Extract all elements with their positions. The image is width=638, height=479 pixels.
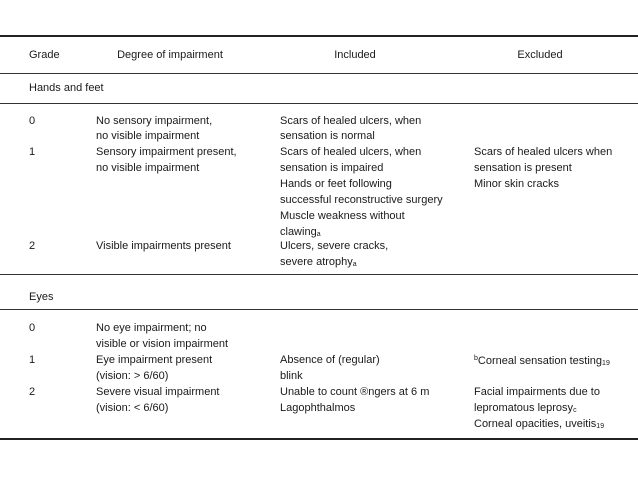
grade-cell: 1: [29, 354, 36, 366]
degree-line: No eye impairment; no: [96, 322, 207, 334]
col-header-degree: Degree of impairment: [117, 49, 223, 61]
footnote-marker: b: [474, 355, 478, 362]
excluded-line: Facial impairments due to: [474, 386, 600, 398]
excluded-text: Corneal opacities, uveitis: [474, 418, 597, 430]
degree-line: Visible impairments present: [96, 240, 231, 252]
degree-line: Eye impairment present: [96, 354, 213, 366]
included-line: Ulcers, severe cracks,: [280, 240, 389, 252]
excluded-line: Scars of healed ulcers when: [474, 146, 613, 158]
degree-line: Sensory impairment present,: [96, 146, 237, 158]
included-line: Scars of healed ulcers, when: [280, 115, 422, 127]
degree-line: visible or vision impairment: [96, 338, 229, 350]
grade-cell: 1: [29, 146, 36, 158]
degree-line: No sensory impairment,: [96, 115, 213, 127]
col-header-grade: Grade: [29, 49, 60, 61]
included-line: successful reconstructive surgery: [280, 194, 443, 206]
col-header-excluded: Excluded: [517, 49, 563, 61]
footnote-marker: a: [352, 261, 357, 268]
included-line: Lagophthalmos: [280, 402, 356, 414]
col-header-included: Included: [334, 49, 376, 61]
header-bottom-rule: [0, 73, 638, 74]
table-bottom-rule: [0, 438, 638, 440]
grade-cell: 2: [29, 386, 36, 398]
excluded-text: Corneal sensation testing: [477, 355, 603, 367]
table-top-rule: [0, 35, 638, 37]
footnote-marker: c: [573, 407, 577, 414]
section-title-hands-feet: Hands and feet: [29, 82, 104, 94]
degree-line: Severe visual impairment: [96, 386, 220, 398]
included-line: blink: [280, 370, 303, 382]
included-line: sensation is normal: [280, 130, 375, 142]
reference-marker: 19: [602, 360, 610, 367]
included-text: clawing: [280, 226, 317, 238]
included-line: Unable to count ®ngers at 6 m: [280, 386, 430, 398]
included-line: Hands or feet following: [280, 178, 392, 190]
included-line-with-note: [280, 254, 357, 273]
excluded-line: sensation is present: [474, 162, 572, 174]
included-line: Absence of (regular): [280, 354, 380, 366]
grade-cell: 0: [29, 115, 36, 127]
grade-cell: 0: [29, 322, 36, 334]
reference-marker: 19: [596, 423, 605, 430]
degree-line: (vision: > 6/60): [96, 370, 169, 382]
included-line: Muscle weakness without: [280, 210, 405, 222]
section-hands-rule: [0, 103, 638, 104]
footnote-marker: a: [316, 231, 321, 238]
degree-line: no visible impairment: [96, 130, 200, 142]
included-line: sensation is impaired: [280, 162, 384, 174]
included-line: Scars of healed ulcers, when: [280, 146, 422, 158]
degree-line: (vision: < 6/60): [96, 402, 169, 414]
excluded-line: Minor skin cracks: [474, 178, 559, 190]
grade-cell: 2: [29, 240, 36, 252]
excluded-line-with-note: [474, 416, 604, 435]
section-title-eyes: Eyes: [29, 291, 54, 303]
excluded-text: lepromatous leprosy: [474, 402, 574, 414]
excluded-line-with-notes: [474, 351, 610, 372]
included-text: severe atrophy: [280, 256, 353, 268]
degree-line: no visible impairment: [96, 162, 200, 174]
section-eyes-top-rule: [0, 274, 638, 275]
section-eyes-rule: [0, 309, 638, 310]
